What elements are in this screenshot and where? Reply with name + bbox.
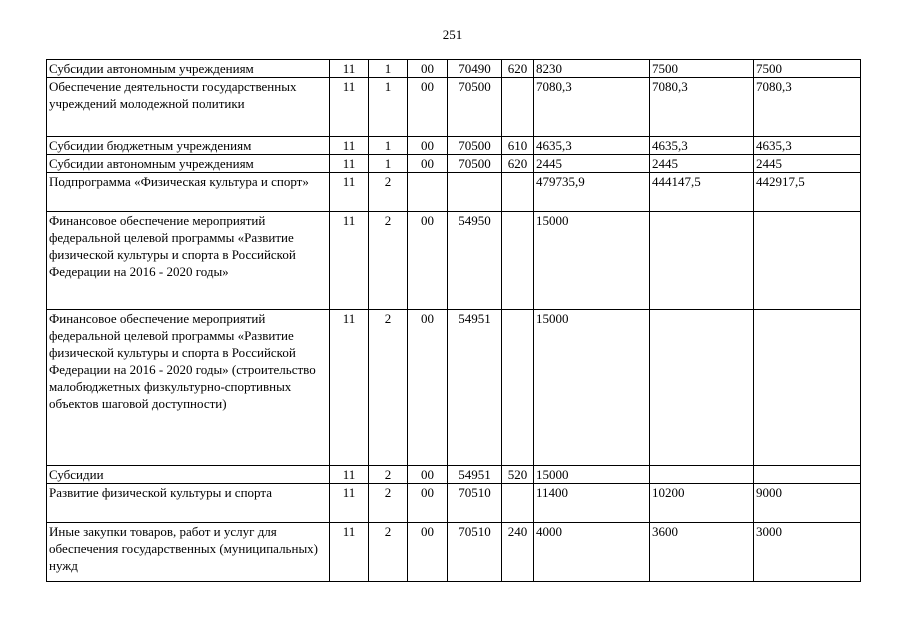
row-subsection: 2	[369, 484, 408, 523]
row-target-code	[448, 173, 502, 212]
table-row	[47, 78, 861, 137]
row-expense-type	[502, 484, 534, 523]
row-subsection: 2	[369, 310, 408, 466]
row-amount-1: 15000	[534, 310, 650, 466]
table-row	[47, 60, 861, 78]
row-expense-type: 610	[502, 137, 534, 155]
row-target-code: 70490	[448, 60, 502, 78]
row-name: Субсидии	[47, 466, 330, 484]
row-section: 11	[330, 310, 369, 466]
row-target-code: 70500	[448, 137, 502, 155]
row-section: 11	[330, 484, 369, 523]
row-amount-1: 11400	[534, 484, 650, 523]
row-amount-3	[754, 310, 861, 466]
row-amount-1: 15000	[534, 212, 650, 310]
table-row	[47, 466, 861, 484]
table-row	[47, 484, 861, 523]
row-amount-2: 7500	[650, 60, 754, 78]
row-program: 00	[408, 523, 448, 582]
row-amount-2: 10200	[650, 484, 754, 523]
row-name: Субсидии автономным учреждениям	[47, 60, 330, 78]
row-target-code: 54950	[448, 212, 502, 310]
budget-table	[46, 59, 861, 582]
row-program: 00	[408, 212, 448, 310]
row-amount-1: 7080,3	[534, 78, 650, 137]
row-expense-type	[502, 173, 534, 212]
table-row	[47, 523, 861, 582]
table-row	[47, 137, 861, 155]
row-subsection: 2	[369, 173, 408, 212]
row-name: Финансовое обеспечение мероприятий федеральной целевой программы «Развитие физической культуры и спорта в Российской Федерации на 2016 - 2020 годы»	[47, 212, 330, 310]
row-section: 11	[330, 523, 369, 582]
row-amount-2: 2445	[650, 155, 754, 173]
row-name: Субсидии бюджетным учреждениям	[47, 137, 330, 155]
row-amount-2	[650, 310, 754, 466]
row-program: 00	[408, 484, 448, 523]
table-row	[47, 155, 861, 173]
row-amount-3: 3000	[754, 523, 861, 582]
row-program: 00	[408, 466, 448, 484]
row-amount-3: 442917,5	[754, 173, 861, 212]
table-row	[47, 310, 861, 466]
row-amount-2	[650, 212, 754, 310]
row-program: 00	[408, 60, 448, 78]
row-amount-1: 2445	[534, 155, 650, 173]
row-program: 00	[408, 78, 448, 137]
row-target-code: 54951	[448, 310, 502, 466]
row-expense-type	[502, 212, 534, 310]
row-target-code: 54951	[448, 466, 502, 484]
row-name: Субсидии автономным учреждениям	[47, 155, 330, 173]
row-amount-1: 4635,3	[534, 137, 650, 155]
row-subsection: 1	[369, 155, 408, 173]
row-expense-type	[502, 78, 534, 137]
row-name: Обеспечение деятельности государственных учреждений молодежной политики	[47, 78, 330, 137]
row-amount-2: 3600	[650, 523, 754, 582]
page-number: 251	[442, 27, 463, 42]
row-amount-3	[754, 466, 861, 484]
row-name: Подпрограмма «Физическая культура и спорт»	[47, 173, 330, 212]
row-amount-3: 7500	[754, 60, 861, 78]
row-amount-2: 7080,3	[650, 78, 754, 137]
row-subsection: 1	[369, 137, 408, 155]
row-amount-2	[650, 466, 754, 484]
row-target-code: 70500	[448, 78, 502, 137]
row-section: 11	[330, 60, 369, 78]
row-program: 00	[408, 310, 448, 466]
row-name: Иные закупки товаров, работ и услуг для обеспечения государственных (муниципальных) нужд	[47, 523, 330, 582]
row-expense-type	[502, 310, 534, 466]
row-section: 11	[330, 466, 369, 484]
row-section: 11	[330, 155, 369, 173]
row-amount-3	[754, 212, 861, 310]
row-program: 00	[408, 155, 448, 173]
row-amount-1: 4000	[534, 523, 650, 582]
row-amount-3: 7080,3	[754, 78, 861, 137]
row-name: Финансовое обеспечение мероприятий федеральной целевой программы «Развитие физической культуры и спорта в Российской Федерации на 2016 - 2020 годы» (строительство малобюджетных физкультурно-спортивных объектов шаговой доступности)	[47, 310, 330, 466]
row-amount-3: 9000	[754, 484, 861, 523]
row-section: 11	[330, 78, 369, 137]
row-subsection: 2	[369, 212, 408, 310]
row-subsection: 2	[369, 523, 408, 582]
row-amount-1: 8230	[534, 60, 650, 78]
row-expense-type: 520	[502, 466, 534, 484]
row-expense-type: 240	[502, 523, 534, 582]
row-subsection: 2	[369, 466, 408, 484]
row-amount-2: 4635,3	[650, 137, 754, 155]
row-target-code: 70500	[448, 155, 502, 173]
row-amount-1: 479735,9	[534, 173, 650, 212]
row-program	[408, 173, 448, 212]
row-program: 00	[408, 137, 448, 155]
table-row	[47, 212, 861, 310]
row-subsection: 1	[369, 60, 408, 78]
row-target-code: 70510	[448, 484, 502, 523]
row-section: 11	[330, 173, 369, 212]
row-section: 11	[330, 137, 369, 155]
row-amount-2: 444147,5	[650, 173, 754, 212]
row-amount-1: 15000	[534, 466, 650, 484]
row-expense-type: 620	[502, 60, 534, 78]
row-subsection: 1	[369, 78, 408, 137]
row-amount-3: 4635,3	[754, 137, 861, 155]
row-expense-type: 620	[502, 155, 534, 173]
row-amount-3: 2445	[754, 155, 861, 173]
row-name: Развитие физической культуры и спорта	[47, 484, 330, 523]
table-row	[47, 173, 861, 212]
row-section: 11	[330, 212, 369, 310]
row-target-code: 70510	[448, 523, 502, 582]
